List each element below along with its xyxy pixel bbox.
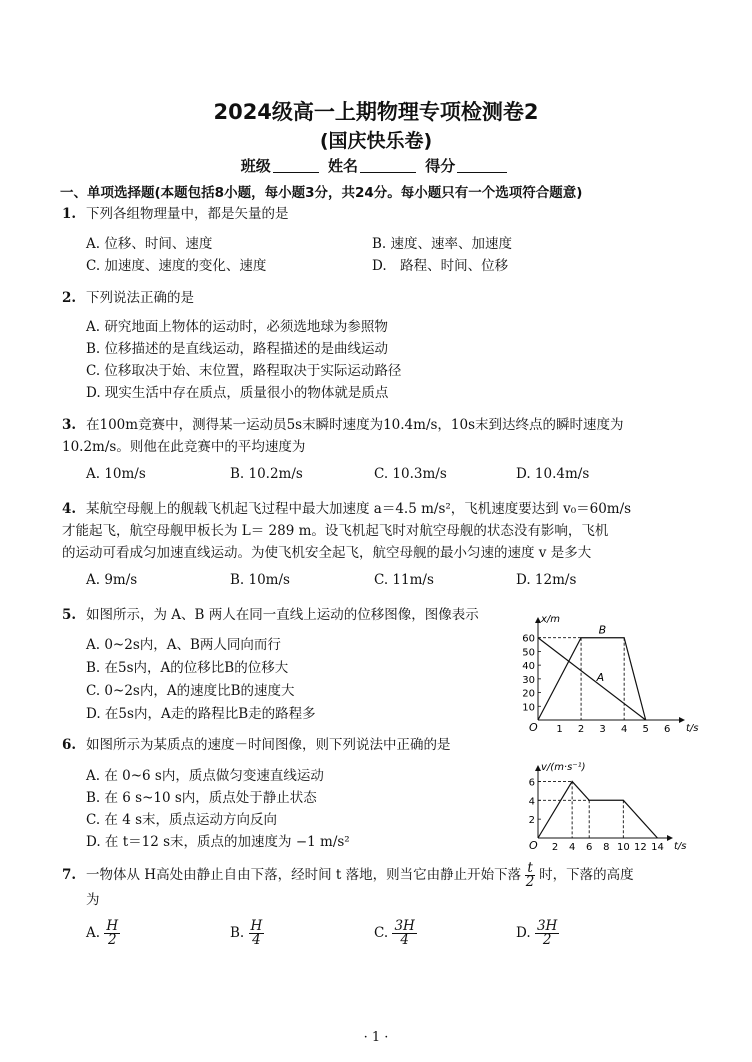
question-number: 3. [62,417,77,433]
question-2 [62,287,194,309]
question-number: 2. [62,290,77,306]
y-tick-label: 10 [522,702,535,714]
y-tick-label: 6 [528,777,535,789]
question-stem-line-2: 10.2m/s。则他在此竞赛中的平均速度为 [62,439,306,455]
score-blank[interactable] [457,158,507,173]
page-title: 2024级高一上期物理专项检测卷2 [213,100,539,124]
series-label-A: A [596,670,605,684]
question-stem-line-1: 某航空母舰上的舰载飞机起飞过程中最大加速度 a＝4.5 m/s²，飞机速度要达到 v₀＝60m/s [86,501,632,517]
x-tick-label: 14 [651,842,664,853]
option-label: A. [86,925,101,941]
option-c[interactable]: C. 10.3m/s [374,466,447,482]
fraction-numerator: H [250,918,263,934]
option-fraction [104,920,120,947]
option-fraction [392,920,416,947]
question-6 [62,734,451,756]
option-a[interactable]: A. 研究地面上物体的运动时，必须选地球为参照物 [86,319,388,335]
option-a[interactable]: A. 10m/s [86,466,146,482]
x-tick-label: 1 [556,724,563,735]
option-d[interactable]: D. 现实生活中存在质点，质量很小的物体就是质点 [86,385,389,401]
option-a[interactable]: A. 0~2s内，A、B两人同向而行 [86,637,281,653]
question-stem-line-2: 才能起飞，航空母舰甲板长为 L＝ 289 m。设飞机起飞时对航空母舰的状态没有影响，飞机 [62,523,609,539]
option-d[interactable]: D. 在5s内，A走的路程比B走的路程多 [86,706,316,722]
question-5 [62,604,479,626]
option-d[interactable]: D. 10.4m/s [516,466,590,482]
question-stem: 如图所示，为 A、B 两人在同一直线上运动的位移图像，图像表示 [86,607,479,623]
x-tick-label: 4 [568,842,576,853]
question-stem-part-2: 时，下落的高度 [539,867,634,883]
question-3 [62,414,702,458]
class-blank[interactable] [273,158,319,173]
y-tick-label: 40 [522,661,535,673]
y-tick-label: 2 [528,815,535,827]
name-blank[interactable] [360,158,416,173]
fraction-denominator: 4 [400,932,409,948]
x-tick-label: 2 [551,842,559,853]
y-tick-label: 60 [522,633,535,645]
option-label: B. [230,925,245,941]
fraction-numerator: H [106,918,119,934]
x-tick-label: 10 [616,842,630,853]
origin-label: O [529,839,538,852]
question-1 [62,203,289,225]
series-line-A [538,638,646,720]
fraction-denominator: 2 [542,932,552,948]
x-tick-label: 5 [642,724,649,735]
option-b[interactable]: B. 速度、速率、加速度 [372,236,513,252]
fraction-numerator: 3H [394,918,415,934]
question-stem-line-2: 为 [86,892,100,908]
y-tick-label: 50 [522,647,535,659]
class-label: 班级 [240,157,271,175]
question-7 [62,862,702,911]
page-number: · 1 · [363,1030,389,1045]
page-subtitle: (国庆快乐卷) [319,130,433,152]
x-tick-label: 12 [634,842,647,853]
x-tick-label: 2 [577,724,585,735]
fraction-t-over-2 [525,862,534,889]
fraction-denominator: 2 [525,874,535,890]
x-axis-label: t/s [686,723,699,734]
option-d[interactable]: D. 在 t＝12 s末，质点的加速度为 −1 m/s² [86,834,350,850]
series-line-v [538,781,657,838]
option-label: D. [516,925,531,941]
student-info-fields [0,155,752,176]
question-stem: 下列各组物理量中，都是矢量的是 [86,206,289,222]
option-c[interactable]: C. 0~2s内，A的速度比B的速度大 [86,683,295,699]
fraction-denominator: 2 [107,932,117,948]
option-fraction [535,920,559,947]
score-label: 得分 [425,157,456,175]
question-4 [62,498,702,564]
option-a[interactable]: A. 位移、时间、速度 [86,236,213,252]
series-label-B: B [598,623,607,637]
y-tick-label: 20 [522,688,535,700]
option-d[interactable]: D. 12m/s [516,572,577,588]
y-tick-label: 4 [528,796,535,808]
y-tick-label: 30 [522,674,535,686]
question-stem-line-3: 的运动可看成匀加速直线运动。为使飞机安全起飞，航空母舰的最小匀速的速度 v 是多大 [62,545,592,561]
question-number: 1. [62,206,77,222]
x-tick-label: 6 [664,724,671,735]
name-label: 姓名 [327,157,358,175]
x-tick-label: 3 [599,724,606,735]
x-tick-label: 4 [620,724,628,735]
fraction-numerator: t [527,860,533,876]
displacement-time-chart [516,612,699,742]
origin-label: O [529,721,538,734]
option-b[interactable]: B. 在5s内，A的位移比B的位移大 [86,660,289,676]
section-heading: 一、单项选择题(本题包括8小题，每小题3分，共24分。每小题只有一个选项符合题意) [60,185,583,201]
option-a[interactable] [86,920,120,947]
question-number: 6. [62,737,77,753]
option-d[interactable] [516,920,559,947]
x-tick-label: 6 [586,842,593,853]
fraction-numerator: 3H [536,918,558,934]
x-axis-label: t/s [674,841,687,852]
option-d[interactable]: D. 路程、时间、位移 [372,258,509,274]
question-stem-line-1: 在100m竞赛中，测得某一运动员5s末瞬时速度为10.4m/s，10s末到达终点的瞬时速度为 [86,417,624,433]
option-b[interactable] [230,920,264,947]
question-number: 5. [62,607,77,623]
option-b[interactable]: B. 10.2m/s [230,466,303,482]
option-c[interactable]: C. 11m/s [374,572,434,588]
y-axis-label: x/m [541,614,561,625]
y-axis-label: v/(m·s⁻¹) [541,762,586,773]
option-a[interactable]: A. 9m/s [86,572,138,588]
question-number: 4. [62,501,77,517]
option-b[interactable]: B. 位移描述的是直线运动，路程描述的是曲线运动 [86,341,389,357]
option-c[interactable]: C. 位移取决于始、末位置，路程取决于实际运动路径 [86,363,402,379]
option-b[interactable]: B. 在 6 s~10 s内，质点处于静止状态 [86,790,317,806]
option-c[interactable] [374,920,417,947]
option-label: C. [374,925,389,941]
fraction-denominator: 4 [252,932,261,948]
option-a[interactable]: A. 在 0~6 s内，质点做匀变速直线运动 [86,768,324,784]
velocity-time-chart [516,758,691,853]
option-b[interactable]: B. 10m/s [230,572,290,588]
question-stem-part-1: 一物体从 H高处由静止自由下落，经时间 t 落地，则当它由静止开始下落 [86,867,522,883]
option-c[interactable]: C. 加速度、速度的变化、速度 [86,258,267,274]
question-number: 7. [62,867,77,883]
x-tick-label: 8 [603,842,610,853]
question-stem: 如图所示为某质点的速度－时间图像，则下列说法中正确的是 [86,737,451,753]
option-fraction [249,920,265,947]
question-stem: 下列说法正确的是 [86,290,194,306]
option-c[interactable]: C. 在 4 s末，质点运动方向反向 [86,812,278,828]
